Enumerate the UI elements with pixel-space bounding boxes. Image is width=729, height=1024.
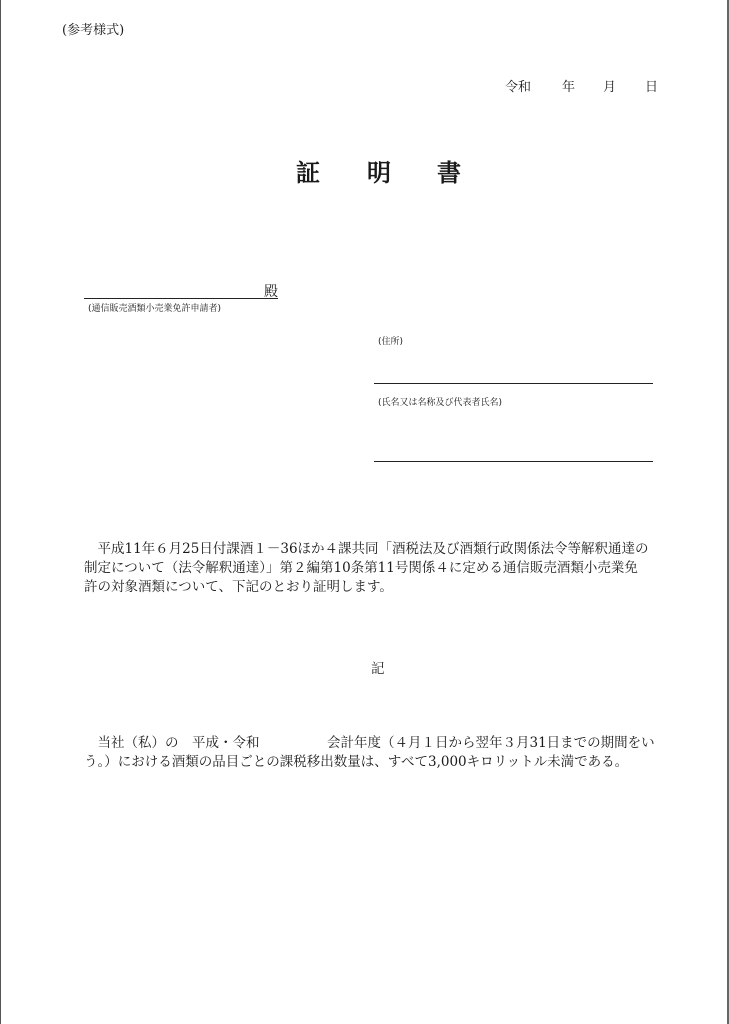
name-label: (氏名又は名称及び代表者氏名) (378, 398, 503, 408)
paragraph-line: 許の対象酒類について、下記のとおり証明します。 (84, 579, 393, 595)
paragraph-line: 平成11年６月25日付課酒１－36ほか４課共同「酒税法及び酒類行政関係法令等解釈通達の (84, 541, 649, 557)
ki-heading: 記 (371, 661, 385, 677)
paragraph-line: 制定について（法令解釈通達）」第２編第10条第11号関係４に定める通信販売酒類小売業免 (84, 560, 638, 576)
address-line (374, 383, 653, 384)
statement-line: 当社（私）の 平成・令和 会計年度（４月１日から翌年３月31日までの期間をい (84, 735, 655, 751)
addressee-signature-line (84, 298, 278, 299)
page-border-left (0, 0, 1, 1024)
date-era: 令和 (505, 80, 532, 95)
date-month: 月 (603, 80, 617, 95)
sample-form-label: (参考様式) (62, 23, 125, 38)
certification-paragraph (84, 540, 649, 597)
date-day: 日 (645, 80, 659, 95)
document-title-char-2: 明 (367, 158, 391, 187)
name-line (374, 461, 653, 462)
addressee-caption: (通信販売酒類小売業免許申請者) (88, 304, 222, 314)
statement-paragraph (84, 734, 655, 772)
date-year: 年 (562, 80, 576, 95)
document-title-char-3: 書 (437, 158, 461, 187)
document-title-char-1: 証 (296, 158, 320, 187)
addressee-honorific: 殿 (264, 284, 278, 300)
address-label: (住所) (378, 337, 404, 347)
statement-line: う。）における酒類の品目ごとの課税移出数量は、すべて3,000キロリットル未満である。 (84, 754, 629, 770)
